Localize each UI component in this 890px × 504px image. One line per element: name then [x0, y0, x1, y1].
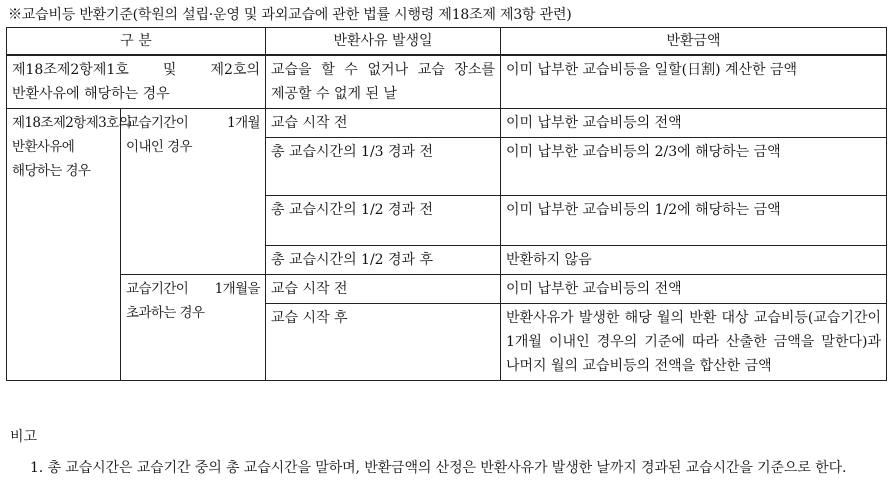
table-caption: ※교습비등 반환기준(학원의 설립·운영 및 과외교습에 관한 법률 시행령 제18조제 제3항 관련): [8, 7, 572, 23]
remark-item: 1. 총 교습시간은 교습기간 중의 총 교습시간을 말하며, 반환금액의 산정은 반환사유가 발생한 날까지 경과된 교습시간을 기준으로 한다.: [30, 460, 847, 476]
when-cell: 교습 시작 전: [266, 109, 501, 138]
refund-table: [6, 27, 887, 381]
header-row: [7, 28, 887, 56]
header-category: 구 분: [7, 28, 266, 56]
header-amount: 반환금액: [501, 28, 887, 56]
amount-cell: 이미 납부한 교습비등의 전액: [501, 109, 887, 138]
category-cell: 제18조제2항제3호의 반환사유에 해당하는 경우: [7, 109, 121, 381]
when-cell: 총 교습시간의 1/2 경과 후: [266, 246, 501, 275]
when-cell: 교습 시작 후: [266, 304, 501, 381]
remarks-title: 비고: [10, 429, 38, 445]
category-cell: 제18조제2항제1호 및 제2호의 반환사유에 해당하는 경우: [7, 55, 266, 109]
table-row: [7, 275, 887, 304]
amount-cell: 반환하지 않음: [501, 246, 887, 275]
when-cell: 교습을 할 수 없거나 교습 장소를 제공할 수 없게 된 날: [266, 55, 501, 109]
amount-cell: 반환사유가 발생한 해당 월의 반환 대상 교습비등(교습기간이 1개월 이내인 경우의 기준에 따라 산출한 금액을 말한다)과 나머지 월의 교습비등의 전액을 합산한 금액: [501, 304, 887, 381]
table-row: [7, 55, 887, 109]
when-cell: 총 교습시간의 1/2 경과 전: [266, 196, 501, 246]
header-when: 반환사유 발생일: [266, 28, 501, 56]
amount-cell: 이미 납부한 교습비등의 2/3에 해당하는 금액: [501, 138, 887, 196]
subcategory-cell: 교습기간이 1개월 이내인 경우: [121, 109, 266, 275]
subcategory-cell: 교습기간이 1개월을 초과하는 경우: [121, 275, 266, 381]
when-cell: 교습 시작 전: [266, 275, 501, 304]
amount-cell: 이미 납부한 교습비등의 전액: [501, 275, 887, 304]
table-row: [7, 109, 887, 138]
amount-cell: 이미 납부한 교습비등을 일할(日割) 계산한 금액: [501, 55, 887, 109]
when-cell: 총 교습시간의 1/3 경과 전: [266, 138, 501, 196]
amount-cell: 이미 납부한 교습비등의 1/2에 해당하는 금액: [501, 196, 887, 246]
